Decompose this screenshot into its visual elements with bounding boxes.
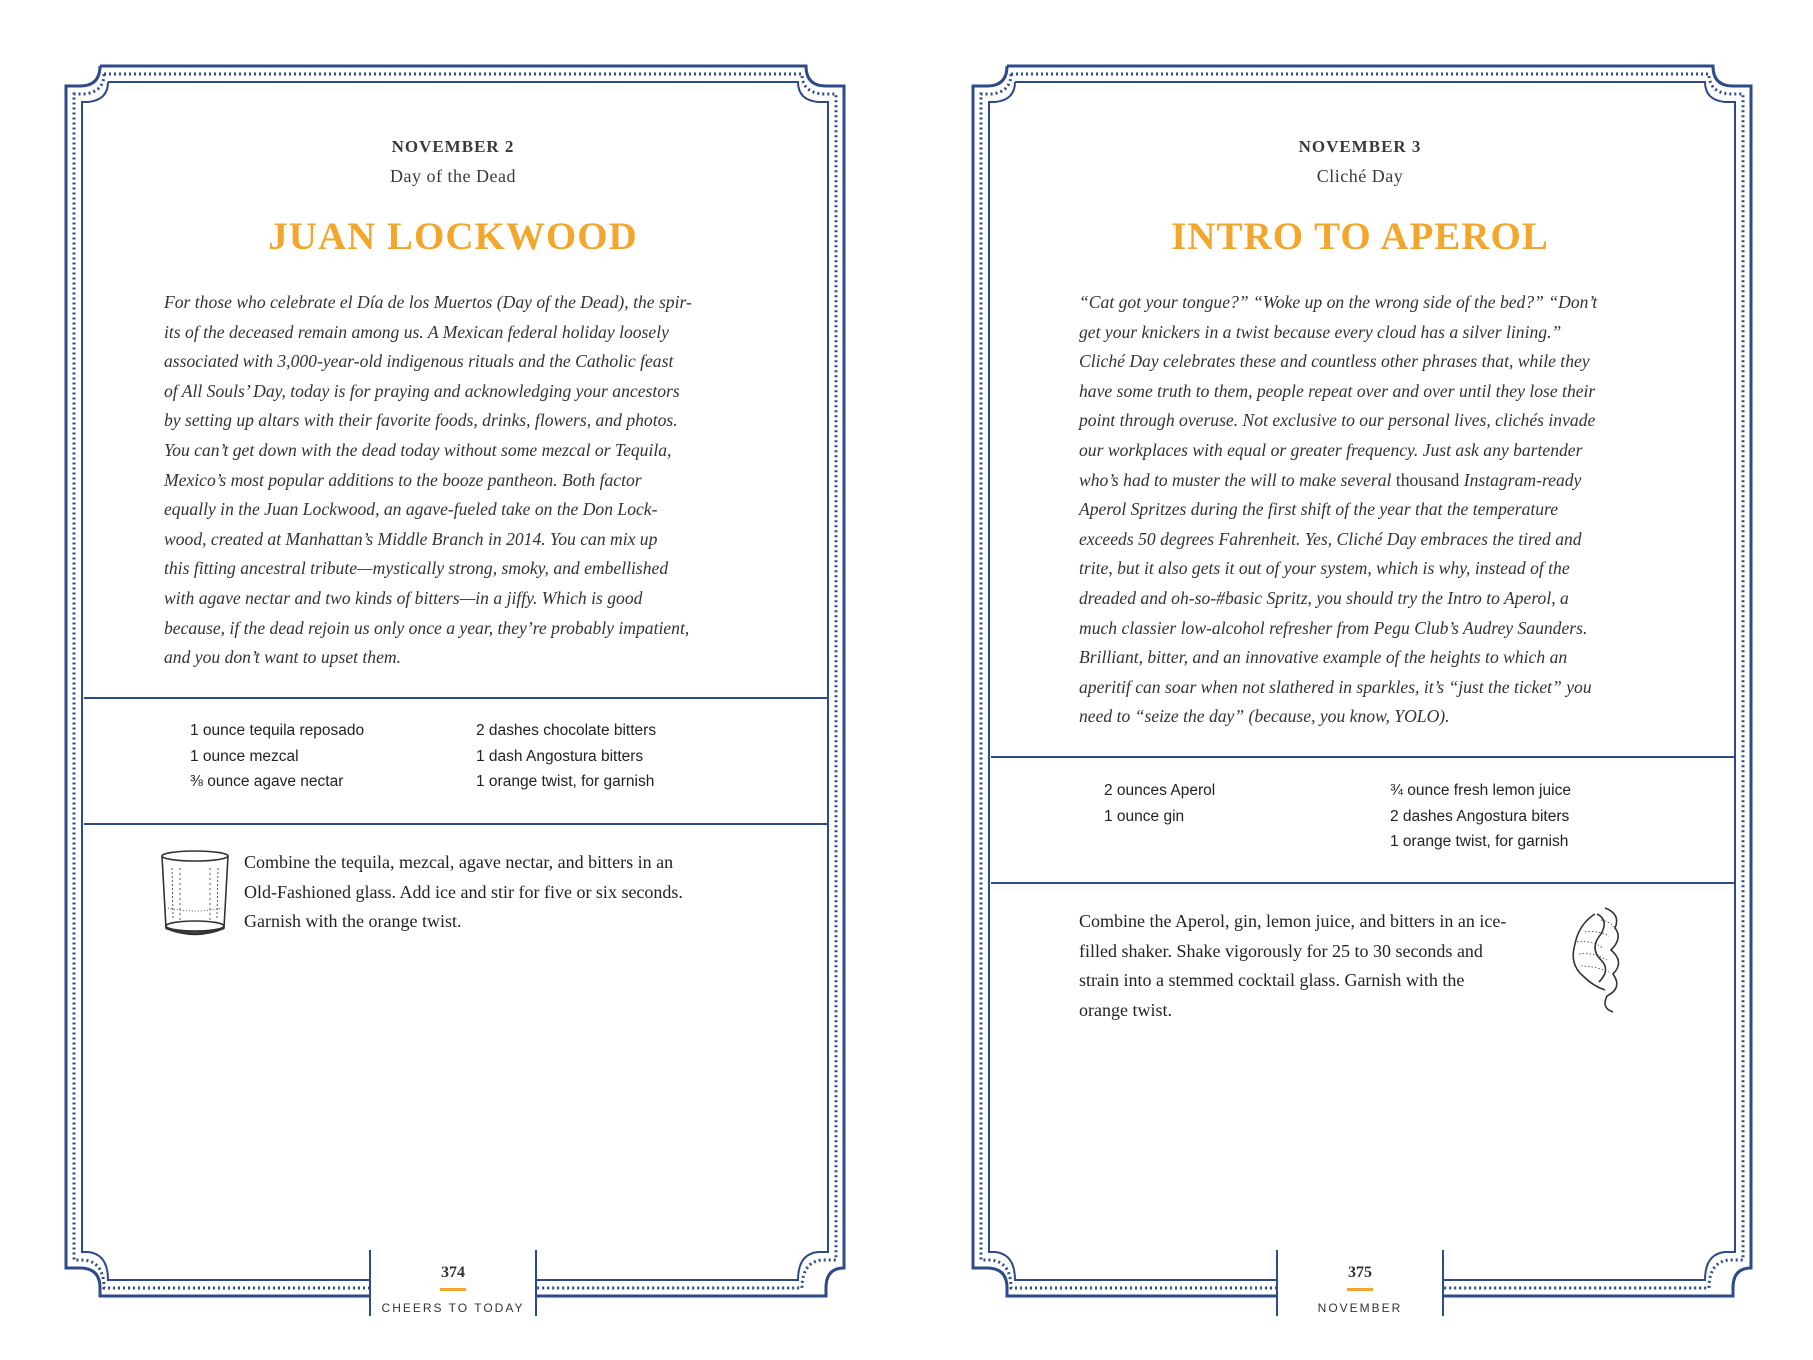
ingredient-item: 1 orange twist, for garnish [476,773,655,791]
left-page [0,0,906,1360]
ingredients-column-2 [476,718,656,795]
ingredients-column-2 [1390,778,1571,855]
ingredient-item: 1 orange twist, for garnish [1390,833,1569,851]
holiday-name: Day of the Dead [390,166,516,186]
page-number-underline [1347,1288,1373,1291]
ingredient-item: 1 dash Angostura bitters [476,747,644,765]
intro-line: dreaded and oh-so-#basic Spritz, you should try the Intro to Aperol, a [1079,587,1569,608]
intro-line: point through overuse. Not exclusive to our personal lives, clichés invade [1079,410,1596,431]
intro-line: equally in the Juan Lockwood, an agave-fueled take on the Don Lock- [164,499,658,520]
intro-line: need to “seize the day” (because, you know, YOLO). [1079,706,1450,727]
running-head: CHEERS TO TODAY [381,1301,525,1315]
intro-line: get your knickers in a twist because every cloud has a silver lining.” [1079,321,1562,342]
intro-line: our workplaces with equal or greater frequency. Just ask any bartender [1079,439,1583,460]
ingredients-column-1 [190,718,364,795]
ingredient-item: 1 ounce mezcal [190,747,299,765]
intro-line: by setting up altars with their favorite foods, drinks, flowers, and photos. [164,410,678,431]
intro-line: trite, but it also gets it out of your system, which is why, instead of the [1079,558,1570,579]
intro-paragraph [164,288,744,673]
intro-line: aperitif can soar when not slathered in sparkles, it’s “just the ticket” you [1079,676,1592,697]
intro-line: with agave nectar and two kinds of bitters—in a jiffy. Which is good [164,587,643,608]
intro-line-segment: Instagram-ready [1459,469,1582,490]
intro-line: its of the deceased remain among us. A Mexican federal holiday loosely [164,321,669,342]
ingredient-item: 2 dashes chocolate bitters [476,722,657,739]
ingredient-item: ⅜ ounce agave nectar [190,773,344,791]
intro-line: Aperol Spritzes during the first shift of the year that the temperature [1079,499,1559,520]
intro-line: associated with 3,000-year-old indigenous rituals and the Catholic feast [164,351,674,372]
section-divider [991,756,1735,758]
method-text [244,848,683,937]
method-line: filled shaker. Shake vigorously for 25 to 30 seconds and [1079,940,1483,961]
intro-line: wood, created at Manhattan’s Middle Branch in 2014. You can mix up [164,528,658,549]
intro-line: much classier low-alcohol refresher from Pegu Club’s Audrey Saunders. [1079,617,1588,638]
orange-twist-icon [1565,904,1627,1016]
intro-line: Mexico’s most popular additions to the booze pantheon. Both factor [164,469,642,490]
intro-line: this fitting ancestral tribute—mystically strong, smoky, and embellished [164,558,669,579]
method-line: Combine the Aperol, gin, lemon juice, and bitters in an ice- [1079,911,1507,931]
intro-line: For those who celebrate el Día de los Muertos (Day of the Dead), the spir- [164,292,692,312]
old-fashioned-glass-icon [158,848,232,938]
intro-line-emphasis: thousand [1395,469,1460,490]
section-divider [991,882,1735,884]
method-line: Old-Fashioned glass. Add ice and stir for five or six seconds. [244,881,683,902]
holiday-name: Cliché Day [1316,166,1404,186]
intro-line-segment: who’s had to muster the will to make several [1079,469,1396,490]
recipe-title: INTRO TO APEROL [1171,215,1549,258]
intro-line: You can’t get down with the dead today without some mezcal or Tequila, [164,439,672,460]
recipe-title: JUAN LOCKWOOD [268,215,638,258]
date-heading: NOVEMBER 3 [1298,137,1422,156]
intro-paragraph [1079,288,1679,732]
intro-line: exceeds 50 degrees Fahrenheit. Yes, Cliché Day embraces the tired and [1079,528,1582,549]
page-number-underline [440,1288,466,1291]
intro-line: Cliché Day celebrates these and countless other phrases that, while they [1079,351,1590,372]
page-number: 375 [1348,1264,1372,1281]
method-line: Combine the tequila, mezcal, agave nectar, and bitters in an [244,852,674,872]
left-page-border [0,0,906,1360]
ingredient-item: ¾ ounce fresh lemon juice [1390,782,1571,799]
intro-line: Brilliant, bitter, and an innovative example of the heights to which an [1079,647,1568,668]
section-divider [84,697,828,699]
running-head: NOVEMBER [1317,1301,1403,1315]
right-page [907,0,1813,1360]
ingredient-item: 2 dashes Angostura biters [1390,807,1570,825]
ingredient-item: 1 ounce gin [1104,807,1185,825]
ingredient-item: 1 ounce tequila reposado [190,722,365,739]
intro-line: and you don’t want to upset them. [164,647,402,668]
method-line: Garnish with the orange twist. [244,911,462,932]
intro-line: because, if the dead rejoin us only once a year, they’re probably impatient, [164,617,690,638]
intro-line: “Cat got your tongue?” “Woke up on the wrong side of the bed?” “Don’t [1079,292,1598,312]
section-divider [84,823,828,825]
date-heading: NOVEMBER 2 [391,137,515,156]
intro-line: have some truth to them, people repeat over and over until they lose their [1079,380,1596,401]
intro-line: of All Souls’ Day, today is for praying and acknowledging your ancestors [164,380,680,401]
method-line: strain into a stemmed cocktail glass. Garnish with the [1079,970,1465,991]
ingredients-column-1 [1104,778,1215,829]
ingredient-item: 2 ounces Aperol [1104,782,1216,799]
method-text [1079,907,1506,1025]
method-line: orange twist. [1079,999,1172,1020]
intro-line-with-emphasis [1079,466,1679,496]
page-number: 374 [441,1264,465,1281]
